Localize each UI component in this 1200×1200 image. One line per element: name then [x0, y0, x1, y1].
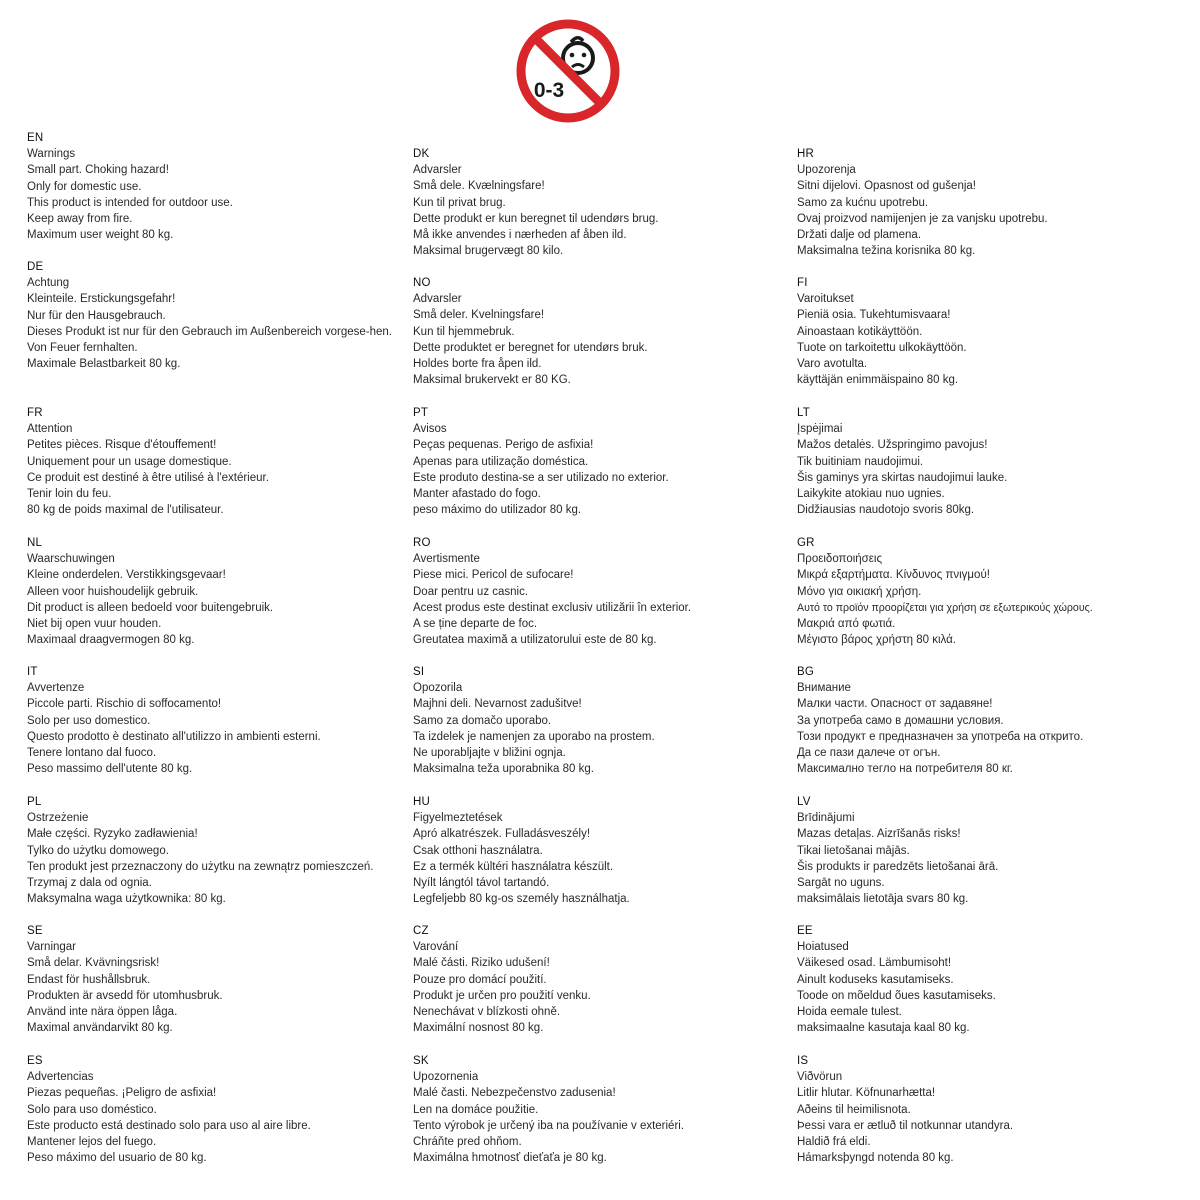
warning-line: Tikai lietošanai mājās.	[797, 844, 910, 857]
language-section-es	[27, 1053, 407, 1166]
language-code: LV	[797, 796, 811, 808]
language-code: IS	[797, 1055, 809, 1067]
language-code: DK	[413, 148, 430, 160]
warning-line: Piese mici. Pericol de sufocare!	[413, 569, 574, 582]
section-heading: Waarschuwingen	[27, 553, 115, 566]
warning-line: Да се пази далече от огън.	[797, 747, 941, 760]
section-heading: Avvertenze	[27, 682, 85, 695]
warning-line: Dieses Produkt ist nur für den Gebrauch im Außenbereich vorgese-hen.	[27, 325, 392, 338]
warning-line: Produkten är avsedd för utomhusbruk.	[27, 989, 223, 1002]
section-heading: Figyelmeztetések	[413, 812, 503, 825]
warning-line: This product is intended for outdoor use.	[27, 196, 233, 209]
warning-line: Trzymaj z dala od ognia.	[27, 877, 152, 890]
language-section-ro	[413, 535, 793, 648]
warning-line: Nyílt lángtól távol tartandó.	[413, 877, 550, 890]
warning-line: За употреба само в домашни условия.	[797, 714, 1004, 727]
warning-line: Maximálna hmotnosť dieťaťa je 80 kg.	[413, 1152, 607, 1165]
language-code: DE	[27, 261, 44, 273]
section-heading: Attention	[27, 423, 73, 436]
language-section-dk	[413, 146, 793, 259]
section-heading: Hoiatused	[797, 941, 849, 954]
warning-line: Šis produkts ir paredzēts lietošanai ārā.	[797, 860, 999, 873]
warning-line: Maximální nosnost 80 kg.	[413, 1022, 544, 1035]
warning-line: Μικρά εξαρτήματα. Κίνδυνος πνιγμού!	[797, 569, 990, 582]
language-section-sk	[413, 1053, 793, 1166]
language-section-hu	[413, 794, 793, 907]
section-heading: Varování	[413, 941, 459, 954]
warning-line: Small part. Choking hazard!	[27, 164, 169, 177]
section-heading: Внимание	[797, 682, 851, 695]
language-section-de	[27, 259, 407, 372]
language-section-hr	[797, 146, 1177, 259]
warning-line: Chráňte pred ohňom.	[413, 1136, 522, 1149]
warning-line: Максимално тегло на потребителя 80 кг.	[797, 763, 1013, 776]
warning-line: Haldið frá eldi.	[797, 1136, 871, 1149]
warning-line: Ta izdelek je namenjen za uporabo na prostem.	[413, 730, 655, 743]
language-code: HR	[797, 148, 815, 160]
language-section-gr	[797, 535, 1177, 648]
warning-line: Len na domáce použitie.	[413, 1103, 539, 1116]
warning-line: Nur für den Hausgebrauch.	[27, 309, 166, 322]
section-heading: Upozorenja	[797, 164, 856, 177]
warning-line: Tylko do użytku domowego.	[27, 844, 169, 857]
warning-line: Små deler. Kvelningsfare!	[413, 309, 545, 322]
warning-line: Този продукт е предназначен за употреба на открито.	[797, 730, 1084, 743]
warning-line: Nenechávat v blízkosti ohně.	[413, 1006, 561, 1019]
language-section-pt	[413, 405, 793, 518]
warning-line: Niet bij open vuur houden.	[27, 618, 162, 631]
warning-line: Only for domestic use.	[27, 180, 142, 193]
no-children-under-3-icon	[515, 18, 621, 124]
warning-line: Ovaj proizvod namijenjen je za vanjsku upotrebu.	[797, 212, 1048, 225]
warning-line: Små dele. Kvælningsfare!	[413, 180, 545, 193]
warning-line: Tuote on tarkoitettu ulkokäyttöön.	[797, 341, 967, 354]
warning-line: Solo para uso doméstico.	[27, 1103, 157, 1116]
section-heading: Achtung	[27, 277, 70, 290]
language-code: GR	[797, 537, 815, 549]
section-heading: Upozornenia	[413, 1071, 479, 1084]
section-heading: Opozorila	[413, 682, 463, 695]
language-section-pl	[27, 794, 407, 907]
warning-line: Ainult koduseks kasutamiseks.	[797, 973, 954, 986]
warning-line: Mažos detalės. Užspringimo pavojus!	[797, 439, 988, 452]
language-code: BG	[797, 666, 815, 678]
warning-line: Ce produit est destiné à être utilisé à l'extérieur.	[27, 471, 269, 484]
warning-line: Kleinteile. Erstickungsgefahr!	[27, 293, 176, 306]
warning-line: Legfeljebb 80 kg-os személy használhatja.	[413, 893, 630, 906]
warning-line: Apenas para utilização doméstica.	[413, 455, 589, 468]
language-code: HU	[413, 796, 431, 808]
warning-line: Didžiausias naudotojo svoris 80kg.	[797, 504, 975, 517]
warning-line: Maksimalna teža uporabnika 80 kg.	[413, 763, 594, 776]
warning-line: Sargāt no uguns.	[797, 877, 885, 890]
language-section-bg	[797, 664, 1177, 777]
language-section-si	[413, 664, 793, 777]
language-code: PL	[27, 796, 42, 808]
warning-line: Maksimal brukervekt er 80 KG.	[413, 374, 571, 387]
warning-line: käyttäjän enimmäispaino 80 kg.	[797, 374, 959, 387]
warning-line: Laikykite atokiau nuo ugnies.	[797, 488, 945, 501]
language-code: RO	[413, 537, 431, 549]
language-code: SK	[413, 1055, 429, 1067]
warning-line: Mazas detaļas. Aizrīšanās risks!	[797, 828, 961, 841]
warning-line: Endast för hushållsbruk.	[27, 973, 151, 986]
warning-line: Þessi vara er ætluð til notkunnar utandyra.	[797, 1119, 1014, 1132]
section-heading: Προειδοποιήσεις	[797, 553, 882, 566]
warning-line: Alleen voor huishoudelijk gebruik.	[27, 585, 199, 598]
warning-line: Tenir loin du feu.	[27, 488, 112, 501]
warning-line: Toode on mõeldud õues kasutamiseks.	[797, 989, 996, 1002]
warning-line: Aðeins til heimilisnota.	[797, 1103, 911, 1116]
language-section-fi	[797, 275, 1177, 388]
warning-line: Μακριά από φωτιά.	[797, 618, 896, 631]
warning-line: Malé části. Riziko udušení!	[413, 957, 550, 970]
warning-line: Apró alkatrészek. Fulladásveszély!	[413, 828, 591, 841]
warning-line: Držati dalje od plamena.	[797, 229, 922, 242]
warning-line: Μέγιστο βάρος χρήστη 80 κιλά.	[797, 634, 956, 647]
language-code: IT	[27, 666, 38, 678]
warning-line: Doar pentru uz casnic.	[413, 585, 529, 598]
warning-line: Petites pièces. Risque d'étouffement!	[27, 439, 217, 452]
language-code: CZ	[413, 925, 429, 937]
warning-line: Majhni deli. Nevarnost zadušitve!	[413, 698, 582, 711]
language-code: EE	[797, 925, 813, 937]
warning-line: Šis gaminys yra skirtas naudojimui lauke.	[797, 471, 1008, 484]
warning-line: Holdes borte fra åpen ild.	[413, 358, 542, 371]
warning-line: Kleine onderdelen. Verstikkingsgevaar!	[27, 569, 226, 582]
warning-line: Pouze pro domácí použití.	[413, 973, 547, 986]
section-heading: Įspėjimai	[797, 423, 843, 436]
warning-line: Uniquement pour un usage domestique.	[27, 455, 232, 468]
language-code: NO	[413, 277, 431, 289]
warning-line: Keep away from fire.	[27, 213, 133, 226]
warning-line: Greutatea maximă a utilizatorului este de 80 kg.	[413, 634, 657, 647]
language-code: FR	[27, 407, 43, 419]
language-section-is	[797, 1053, 1177, 1166]
language-code: PT	[413, 407, 429, 419]
section-heading: Warnings	[27, 148, 76, 161]
section-heading: Varningar	[27, 941, 77, 954]
language-section-cz	[413, 923, 793, 1036]
language-code: SE	[27, 925, 43, 937]
warning-line: Tento výrobok je určený iba na používanie v exteriéri.	[413, 1119, 685, 1132]
warning-line: Maksimal brugervægt 80 kilo.	[413, 245, 564, 258]
warning-line: Maximal användarvikt 80 kg.	[27, 1022, 173, 1035]
warning-line: Litlir hlutar. Köfnunarhætta!	[797, 1087, 936, 1100]
section-heading: Advarsler	[413, 293, 462, 306]
language-section-lt	[797, 405, 1177, 518]
warning-line: Tenere lontano dal fuoco.	[27, 747, 157, 760]
language-code: FI	[797, 277, 808, 289]
warning-line: Este producto está destinado solo para uso al aire libre.	[27, 1119, 311, 1132]
warning-line: Questo prodotto è destinato all'utilizzo in ambienti esterni.	[27, 730, 321, 743]
warning-line: Dette produkt er kun beregnet til udendørs brug.	[413, 212, 659, 225]
section-heading: Advarsler	[413, 164, 462, 177]
section-heading: Brīdinājumi	[797, 812, 855, 825]
language-section-ee	[797, 923, 1177, 1036]
section-heading: Avertismente	[413, 553, 480, 566]
warning-line: Samo za kućnu upotrebu.	[797, 196, 929, 209]
language-section-se	[27, 923, 407, 1036]
warning-line: Tik buitiniam naudojimui.	[797, 455, 924, 468]
warning-line: Csak otthoni használatra.	[413, 844, 543, 857]
warning-line: Μόνο για οικιακή χρήση.	[797, 585, 922, 598]
warning-line: Acest produs este destinat exclusiv utilizării în exterior.	[413, 601, 692, 614]
warning-line: maksimālais lietotāja svars 80 kg.	[797, 893, 969, 906]
warning-line: Małe części. Ryzyko zadławienia!	[27, 828, 198, 841]
language-code: NL	[27, 537, 43, 549]
language-section-fr	[27, 405, 407, 518]
warning-line: Maximale Belastbarkeit 80 kg.	[27, 358, 181, 371]
warning-line: Samo za domačo uporabo.	[413, 714, 552, 727]
language-code: LT	[797, 407, 810, 419]
language-section-it	[27, 664, 407, 777]
warning-line: Piezas pequeñas. ¡Peligro de asfixia!	[27, 1087, 217, 1100]
warning-line: A se ține departe de foc.	[413, 618, 538, 631]
section-heading: Ostrzeżenie	[27, 812, 89, 825]
warning-line: Peso máximo del usuario de 80 kg.	[27, 1152, 207, 1165]
warning-line: Maksimalna težina korisnika 80 kg.	[797, 245, 976, 258]
section-heading: Viðvörun	[797, 1071, 843, 1084]
warning-line: Pieniä osia. Tukehtumisvaara!	[797, 309, 951, 322]
warning-line: Hámarksþyngd notenda 80 kg.	[797, 1152, 954, 1165]
warning-line: Ez a termék kültéri használatra készült.	[413, 860, 614, 873]
warning-line: Ten produkt jest przeznaczony do użytku na zewnątrz pomieszczeń.	[27, 860, 374, 873]
warning-line: Solo per uso domestico.	[27, 714, 151, 727]
section-heading: Avisos	[413, 423, 447, 436]
warning-line: Kun til hjemmebruk.	[413, 325, 515, 338]
warning-line: 80 kg de poids maximal de l'utilisateur.	[27, 504, 224, 517]
warning-line: Αυτό το προϊόν προορίζεται για χρήση σε εξωτερικούς χώρους.	[797, 601, 1093, 614]
warning-line: Piccole parti. Rischio di soffocamento!	[27, 698, 222, 711]
warning-line: Малки части. Опасност от задавяне!	[797, 698, 993, 711]
warning-line: Mantener lejos del fuego.	[27, 1136, 157, 1149]
warning-line: Produkt je určen pro použití venku.	[413, 989, 591, 1002]
warning-line: Manter afastado do fogo.	[413, 488, 541, 501]
warning-line: Hoida eemale tulest.	[797, 1006, 902, 1019]
warning-line: Använd inte nära öppen låga.	[27, 1006, 178, 1019]
warning-line: maksimaalne kasutaja kaal 80 kg.	[797, 1022, 970, 1035]
warning-line: Dit product is alleen bedoeld voor buitengebruik.	[27, 601, 274, 614]
warning-line: Ainoastaan kotikäyttöön.	[797, 325, 923, 338]
warning-line: Peso massimo dell'utente 80 kg.	[27, 763, 193, 776]
warning-line: Von Feuer fernhalten.	[27, 342, 138, 355]
warning-line: Dette produktet er beregnet for utendørs bruk.	[413, 341, 648, 354]
warning-line: Maksymalna waga użytkownika: 80 kg.	[27, 893, 226, 906]
language-code: ES	[27, 1055, 43, 1067]
warning-line: Sitni dijelovi. Opasnost od gušenja!	[797, 180, 976, 193]
age-label: 0-3	[533, 79, 565, 102]
warning-line: Varo avotulta.	[797, 358, 868, 371]
language-section-lv	[797, 794, 1177, 907]
language-section-en	[27, 130, 407, 243]
section-heading: Advertencias	[27, 1071, 94, 1084]
warning-line: Små delar. Kvävningsrisk!	[27, 957, 160, 970]
warning-line: Peças pequenas. Perigo de asfixia!	[413, 439, 594, 452]
warning-line: Väikesed osad. Lämbumisoht!	[797, 957, 952, 970]
warning-line: Ne uporabljajte v bližini ognja.	[413, 747, 566, 760]
warning-line: Este produto destina-se a ser utilizado no exterior.	[413, 471, 669, 484]
language-code: EN	[27, 132, 44, 144]
warning-line: peso máximo do utilizador 80 kg.	[413, 504, 582, 517]
warning-line: Maximaal draagvermogen 80 kg.	[27, 634, 195, 647]
warning-line: Malé časti. Nebezpečenstvo zadusenia!	[413, 1087, 616, 1100]
warning-line: Maximum user weight 80 kg.	[27, 229, 174, 242]
language-section-no	[413, 275, 793, 388]
language-section-nl	[27, 535, 407, 648]
warning-line: Kun til privat brug.	[413, 196, 506, 209]
language-code: SI	[413, 666, 425, 678]
section-heading: Varoitukset	[797, 293, 854, 306]
warning-line: Må ikke anvendes i nærheden af åben ild.	[413, 229, 627, 242]
